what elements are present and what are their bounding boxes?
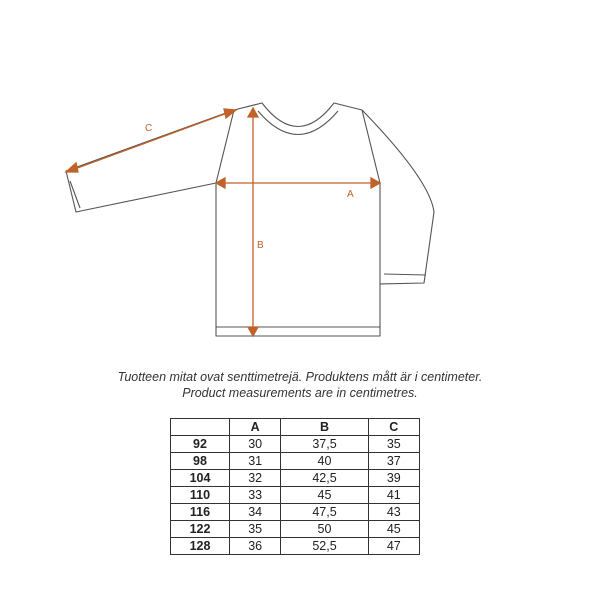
shirt-outline [66,103,434,336]
table-header-row [171,419,420,436]
table-row [171,521,420,538]
table-cell: 39 [368,470,419,487]
arrow-c [72,112,230,170]
table-row [171,504,420,521]
table-cell: 45 [281,487,368,504]
arrowhead-b-bottom [248,327,258,336]
table-row [171,538,420,555]
table-cell: 30 [230,436,281,453]
table-cell: 37 [368,453,419,470]
table-cell: 31 [230,453,281,470]
table-cell: 35 [368,436,419,453]
table-header-cell: A [230,419,281,436]
table-cell: 33 [230,487,281,504]
table-cell: 47,5 [281,504,368,521]
table-cell: 36 [230,538,281,555]
caption-languages: Tuotteen mitat ovat senttimetrejä. Produktens mått är i centimeter. [117,370,483,384]
size-cell: 98 [171,453,230,470]
arrowhead-c-right [224,109,236,118]
label-b: B [257,240,264,251]
table-cell: 50 [281,521,368,538]
table-header-cell [171,419,230,436]
table-cell: 47 [368,538,419,555]
table-cell: 43 [368,504,419,521]
size-cell: 116 [171,504,230,521]
table-cell: 42,5 [281,470,368,487]
table-cell: 41 [368,487,419,504]
table-cell: 45 [368,521,419,538]
table-row [171,470,420,487]
size-cell: 110 [171,487,230,504]
table-row [171,436,420,453]
size-cell: 104 [171,470,230,487]
table-cell: 52,5 [281,538,368,555]
table-header-cell: C [368,419,419,436]
label-a: A [347,189,354,200]
arrowhead-b-top [248,108,258,117]
size-cell: 128 [171,538,230,555]
table-cell: 34 [230,504,281,521]
table-cell: 32 [230,470,281,487]
label-c: C [145,123,153,134]
table-header-cell: B [281,419,368,436]
table-cell: 37,5 [281,436,368,453]
measurement-arrows [66,108,380,336]
table-row [171,453,420,470]
table-row [171,487,420,504]
arrowhead-c-left [66,163,78,172]
size-table [170,418,420,555]
table-cell: 40 [281,453,368,470]
size-cell: 122 [171,521,230,538]
size-cell: 92 [171,436,230,453]
caption-english: Product measurements are in centimetres. [182,386,418,400]
table-cell: 35 [230,521,281,538]
